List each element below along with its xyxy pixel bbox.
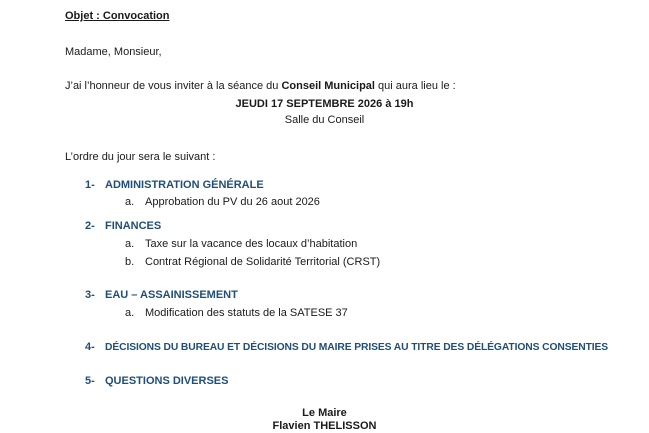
intro-council-name: Conseil Municipal xyxy=(281,80,375,92)
intro-text-after: qui aura lieu le : xyxy=(374,80,456,92)
subitem-text: Taxe sur la vacance des locaux d’habitation xyxy=(145,238,358,250)
subitem-text: Approbation du PV du 26 aout 2026 xyxy=(145,196,320,208)
agenda-number-5: 5- xyxy=(85,375,95,387)
subitem-letter: b. xyxy=(125,256,135,268)
subject-line: Objet : Convocation xyxy=(65,10,170,22)
agenda-title-3: EAU – ASSAINISSEMENT xyxy=(105,289,238,301)
meeting-date: JEUDI 17 SEPTEMBRE 2026 à 19h xyxy=(235,98,414,110)
agenda-subitem xyxy=(125,238,357,251)
subitem-letter: a. xyxy=(125,307,135,319)
meeting-place: Salle du Conseil xyxy=(284,114,365,126)
agenda-title-2: FINANCES xyxy=(105,220,162,232)
agenda-subitem xyxy=(125,196,320,209)
subitem-text: Contrat Régional de Solidarité Territorial (CRST) xyxy=(145,256,381,268)
agenda-number-2: 2- xyxy=(85,220,95,232)
agenda-number-1: 1- xyxy=(85,179,95,191)
subitem-letter: a. xyxy=(125,238,135,250)
subitem-text: Modification des statuts de la SATESE 37 xyxy=(145,307,348,319)
signature-role: Le Maire xyxy=(302,407,347,419)
agenda-title-5: QUESTIONS DIVERSES xyxy=(105,375,229,387)
agenda-title-4: DÉCISIONS DU BUREAU ET DÉCISIONS DU MAIRE PRISES AU TITRE DES DÉLÉGATIONS CONSENTIES xyxy=(105,342,609,353)
intro-text-before: J’ai l’honneur de vous inviter à la séance du xyxy=(65,80,282,92)
agenda-subitem xyxy=(125,256,380,269)
agenda-subitem xyxy=(125,307,348,320)
intro-paragraph xyxy=(65,80,456,93)
salutation: Madame, Monsieur, xyxy=(65,46,162,58)
signature-name: Flavien THELISSON xyxy=(272,420,377,432)
agenda-number-3: 3- xyxy=(85,289,95,301)
agenda-number-4: 4- xyxy=(85,341,95,353)
agenda-intro: L’ordre du jour sera le suivant : xyxy=(65,151,216,163)
agenda-title-1: ADMINISTRATION GÉNÉRALE xyxy=(105,179,264,191)
subitem-letter: a. xyxy=(125,196,135,208)
